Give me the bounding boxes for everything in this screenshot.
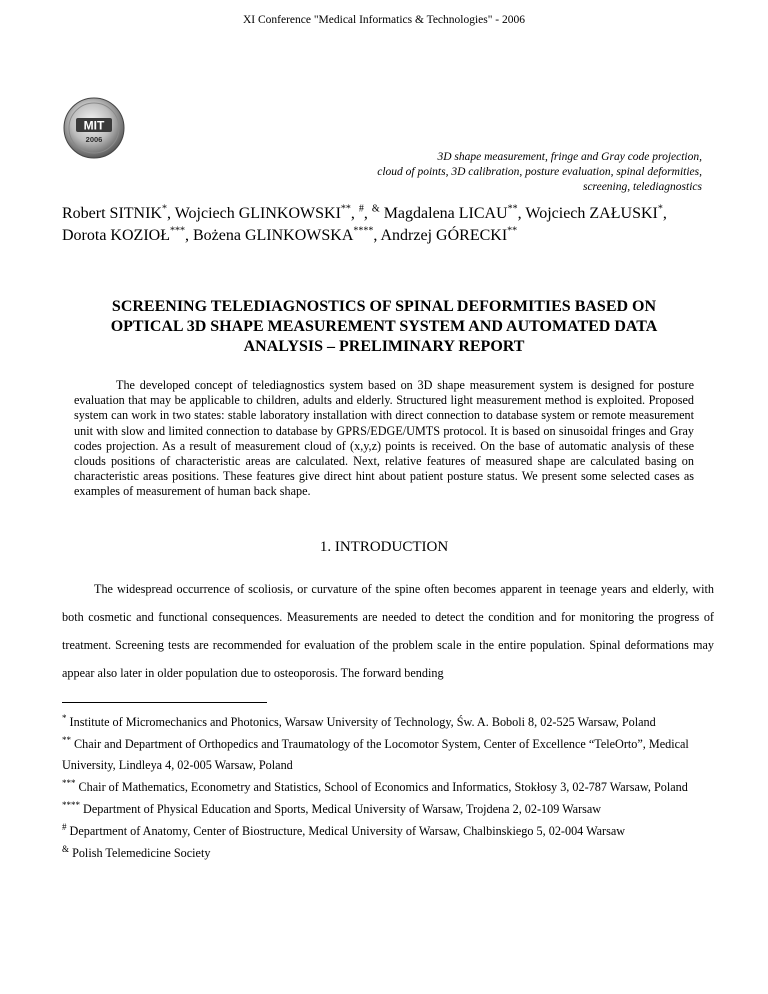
footnote-mark: *: [62, 712, 67, 723]
footnote-mark: ***: [62, 777, 76, 788]
author-affiliation-mark: **: [507, 225, 518, 237]
footnotes: [62, 712, 714, 865]
author-separator: ,: [184, 227, 193, 244]
author-name: Magdalena LICAU: [383, 205, 508, 222]
footnote: [62, 821, 714, 842]
footnote: [62, 777, 714, 798]
footnote-text: Polish Telemedicine Society: [72, 846, 211, 860]
author-name: Bożena GLINKOWSKA: [192, 227, 354, 244]
author-name: Wojciech ZAŁUSKI: [525, 205, 658, 222]
author-separator: ,: [166, 205, 175, 222]
paper-title: [62, 297, 706, 357]
author-affiliation-mark: *: [161, 203, 167, 215]
author-affiliation-mark: &: [371, 203, 380, 215]
footnote-mark: &: [62, 843, 70, 854]
author-separator: ,: [517, 205, 526, 222]
footnote: [62, 843, 714, 864]
footnote: [62, 712, 714, 733]
logo-year: 2006: [85, 135, 103, 144]
running-header: XI Conference "Medical Informatics & Technologies" - 2006: [242, 14, 526, 26]
footnote-mark: **: [62, 734, 71, 745]
footnote-text: Institute of Micromechanics and Photonics, Warsaw University of Technology, Św. A. Boboli 8, 02-525 Warsaw, Poland: [69, 715, 656, 729]
footnote-text: Chair of Mathematics, Econometry and Statistics, School of Economics and Informatics, Stokłosy 3, 02-787 Warsaw, Poland: [78, 780, 688, 794]
author-separator: ,: [363, 205, 372, 222]
footnote-divider: [62, 702, 267, 703]
footnote-mark: #: [62, 821, 67, 832]
author-name: Robert SITNIK: [62, 205, 162, 222]
keywords-line: 3D shape measurement, fringe and Gray code projection,: [437, 151, 702, 163]
title-line: OPTICAL 3D SHAPE MEASUREMENT SYSTEM AND AUTOMATED DATA: [110, 318, 658, 335]
title-line: SCREENING TELEDIAGNOSTICS OF SPINAL DEFORMITIES BASED ON: [111, 298, 657, 315]
conference-logo: [62, 96, 126, 160]
author-affiliation-mark: ***: [169, 225, 185, 237]
author-affiliation-mark: ****: [353, 225, 374, 237]
keywords-line: cloud of points, 3D calibration, posture evaluation, spinal deformities,: [377, 166, 702, 178]
footnote-text: Department of Physical Education and Sports, Medical University of Warsaw, Trojdena 2, 02-109 Warsaw: [83, 802, 602, 816]
keywords-line: screening, telediagnostics: [582, 181, 702, 193]
author-name: Wojciech GLINKOWSKI: [174, 205, 341, 222]
footnote: [62, 734, 714, 776]
author-separator: ,: [350, 205, 359, 222]
footnote-text: Chair and Department of Orthopedics and Traumatology of the Locomotor System, Center of Excellence “TeleOrto”, Medical University, Lindleya 4, 02-005 Warsaw, Poland: [62, 737, 689, 772]
author-separator: ,: [373, 227, 381, 244]
introduction-paragraph: The widespread occurrence of scoliosis, or curvature of the spine often becomes apparent in teenage years and elderly, with both cosmetic and functional consequences. Measurements are needed to detect the condition and for monitoring the progress of treatment. Screening tests are recommended for evaluation of the problem scale in the entire population. Spinal deformations may appear also later in older population due to osteoporosis. The forward bending: [62, 582, 714, 680]
author-name: Dorota KOZIOŁ: [62, 227, 170, 244]
author-affiliation-mark: **: [507, 203, 518, 215]
author-list: [62, 203, 702, 247]
title-line: ANALYSIS – PRELIMINARY REPORT: [243, 338, 525, 355]
author-affiliation-mark: *: [657, 203, 663, 215]
section-heading: 1. INTRODUCTION: [319, 539, 449, 555]
footnote-text: Department of Anatomy, Center of Biostructure, Medical University of Warsaw, Chalbinskiego 5, 02-004 Warsaw: [69, 824, 626, 838]
keywords: [282, 150, 702, 195]
abstract: The developed concept of telediagnostics system based on 3D shape measurement system is designed for posture evaluation that may be applicable to children, adults and elderly. Structured light measurement method is exploited. Proposed system can work in two states: stable laboratory installation with direct connection to database system or remote measurement unit with slow and limited connection to database by GPRS/EDGE/UMTS protocol. It is based on sinusoidal fringes and Gray codes projection. As a result of measurement cloud of (x,y,z) points is received. On the base of automatic analysis of these clouds positions of characteristic areas are calculated. Next, relative features of measured shape are calculated basing on characteristic areas positions. These features give direct hint about patient posture status. We present some selected cases as examples of measurement of human back shape.: [74, 378, 694, 499]
logo-text: MIT: [83, 118, 105, 133]
author-separator: ,: [662, 205, 667, 222]
author-affiliation-mark: #: [358, 203, 364, 215]
footnote: [62, 799, 714, 820]
author-affiliation-mark: **: [340, 203, 351, 215]
author-name: Andrzej GÓRECKI: [380, 227, 508, 244]
footnote-mark: ****: [62, 799, 80, 810]
